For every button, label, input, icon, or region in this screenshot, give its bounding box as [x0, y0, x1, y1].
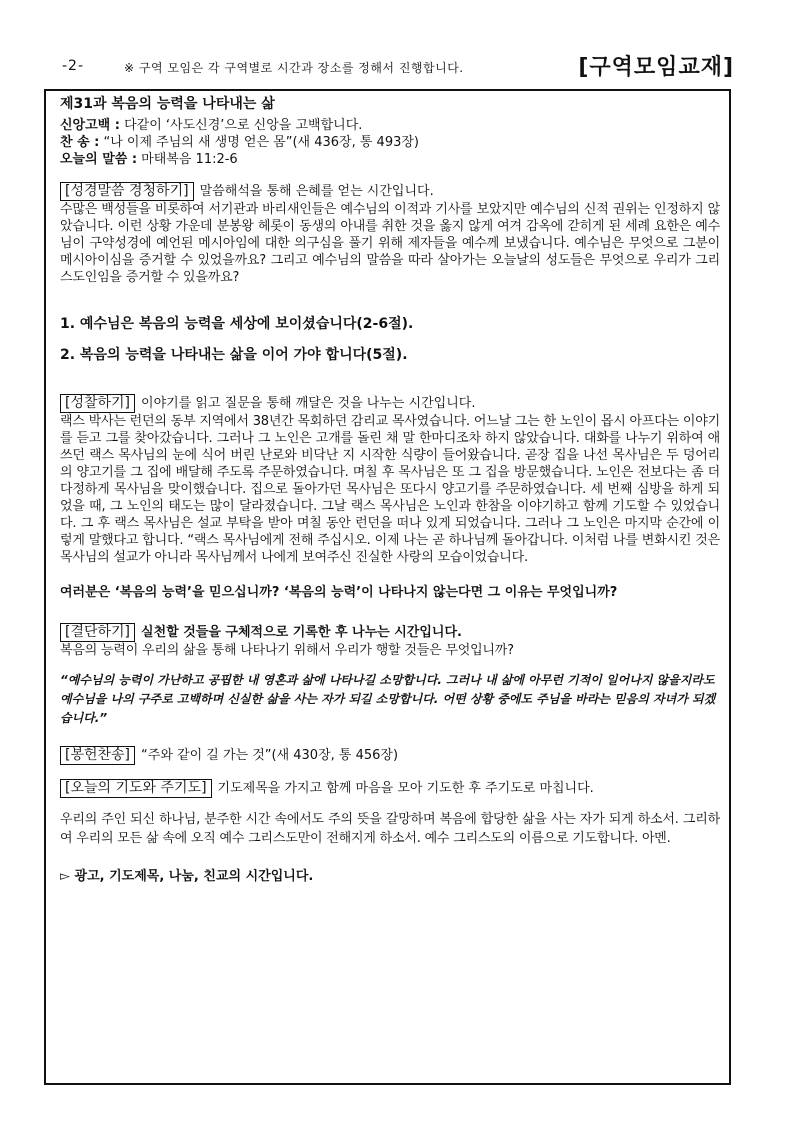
offering-hymn-tag: [봉헌찬송]	[60, 746, 135, 765]
prayer-section-desc: 기도제목을 가지고 함께 마음을 모아 기도한 후 주기도로 마칩니다.	[217, 781, 594, 796]
point-2: 2. 복음의 능력을 나타내는 삶을 이어 가야 합니다(5절).	[60, 347, 408, 363]
hymn-text: “나 이제 주님의 새 생명 얻은 몸”(새 436장, 통 493장)	[99, 135, 419, 150]
decision-section-desc: 실천할 것들을 구체적으로 기록한 후 나누는 시간입니다.	[141, 625, 462, 640]
reflection-section-tag: [성찰하기]	[60, 394, 135, 413]
word-text: 마태복음 11:2-6	[137, 152, 238, 167]
offering-hymn-text: “주와 같이 길 가는 것”(새 430장, 통 456장)	[141, 748, 399, 763]
hymn-line	[60, 134, 720, 151]
reflection-question: 여러분은 ‘복음의 능력’을 믿으십니까? ‘복음의 능력’이 나타나지 않는다면 그 이유는 무엇입니까?	[60, 585, 618, 600]
point-1: 1. 예수님은 복음의 능력을 세상에 보이셨습니다(2-6절).	[60, 316, 414, 332]
reflection-section-header	[60, 394, 720, 413]
decision-section-tag: [결단하기]	[60, 623, 135, 642]
lesson-content	[60, 96, 720, 885]
decision-prayer: “예수님의 능력이 가난하고 공핍한 내 영혼과 삶에 나타나길 소망합니다. 그러나 내 삶에 아무런 기적이 일어나지 않을지라도 예수님을 나의 구주로 고백하며 신실한 삶을 사는 자가 되길 소망합니다. 어떤 상황 중에도 주님을 바라는 믿음의 자녀가 되겠습니다.”	[60, 673, 716, 725]
reflection-section-desc: 이야기를 읽고 질문을 통해 깨달은 것을 나누는 시간입니다.	[141, 396, 476, 411]
creed-label: 신앙고백 :	[60, 118, 120, 133]
bible-section-header	[60, 182, 720, 201]
decision-question: 복음의 능력이 우리의 삶을 통해 나타나기 위해서 우리가 행할 것들은 무엇입니까?	[60, 643, 514, 658]
page-header	[62, 50, 734, 86]
bible-section-desc: 말씀해석을 통해 은혜를 얻는 시간입니다.	[199, 184, 434, 199]
prayer-section-tag: [오늘의 기도와 주기도]	[60, 779, 212, 798]
word-label: 오늘의 말씀 :	[60, 152, 138, 167]
prayer-section-header	[60, 779, 720, 798]
closing-announcement: ▻ 광고, 기도제목, 나눔, 친교의 시간입니다.	[60, 869, 314, 884]
word-line	[60, 151, 720, 168]
lesson-title: 제31과 복음의 능력을 나타내는 삶	[60, 96, 275, 112]
reflection-section-body: 랙스 박사는 런던의 동부 지역에서 38년간 목회하던 감리교 목사였습니다. 어느날 그는 한 노인이 몹시 아프다는 이야기를 듣고 그를 찾아갔습니다. 그러나 그 노인은 고개를 돌린 채 말 한마디조차 하지 않았습니다. 대화를 나누기 위하여 애쓰던 랙스 목사님의 눈에 식어 버린 난로와 비닥난 지 시작한 식량이 들어왔습니다. 곧장 집을 나선 목사님은 두 덩어리의 양고기를 그 집에 배달해 주도록 주문하였습니다. 며칠 후 목사님은 또 그 집을 방문했습니다. 노인은 전보다는 좀 더 다정하게 목사님을 맞이했습니다. 집으로 돌아가던 목사님은 또다시 양고기를 주문하였습니다. 세 번째 심방을 하게 되었을 때, 그 노인의 태도는 많이 달라졌습니다. 그날 랙스 목사님은 노인과 한참을 이야기하고 함께 기도할 수 있었습니다. 그 후 랙스 목사님은 설교 부탁을 받아 며칠 동안 런던을 떠나 있게 되었습니다. 그러나 그 노인은 마지막 순간에 이렇게 말했다고 합니다. “랙스 목사님에게 전해 주십시오. 이제 나는 곧 하나님께 돌아갑니다. 이처럼 나를 변화시킨 것은 목사님의 설교가 아니라 목사님께서 나에게 보여주신 진실한 사랑의 모습이었습니다.	[60, 414, 720, 565]
decision-section-header	[60, 623, 720, 642]
prayer-body: 우리의 주인 되신 하나님, 분주한 시간 속에서도 주의 뜻을 갈망하며 복음에 합당한 삶을 사는 자가 되게 하소서. 그리하여 우리의 모든 삶 속에 오직 예수 그리스도만이 전해지게 하소서. 예수 그리스도의 이름으로 기도합니다. 아멘.	[60, 812, 720, 846]
bible-section-tag: [성경말씀 경청하기]	[60, 182, 194, 201]
bible-section-body: 수많은 백성들을 비롯하여 서기관과 바리새인들은 예수님의 이적과 기사를 보았지만 예수님의 신적 권위는 인정하지 않았습니다. 이런 상황 가운데 분봉왕 헤롯이 동생의 아내를 취한 것을 옳지 않게 여겨 감옥에 갇히게 된 세례 요한은 예수님이 구약성경에 예언된 메시아임에 대한 의구심을 풀기 위해 제자들을 예수께 보냈습니다. 예수님은 무엇으로 그분이 메시아이심을 증거할 수 있었을까요? 그리고 예수님의 말씀을 따라 살아가는 오늘날의 성도들은 무엇으로 우리가 그리스도인임을 증거할 수 있을까요?	[60, 202, 720, 285]
offering-hymn-line	[60, 746, 720, 765]
creed-line	[60, 117, 720, 134]
page-number: -2-	[62, 58, 85, 74]
hymn-label: 찬 송 :	[60, 135, 100, 150]
header-notice: ※ 구역 모임은 각 구역별로 시간과 장소를 정해서 진행합니다.	[124, 61, 464, 75]
document-title: [구역모임교재]	[578, 55, 734, 80]
creed-text: 다같이 ‘사도신경’으로 신앙을 고백합니다.	[119, 118, 363, 133]
